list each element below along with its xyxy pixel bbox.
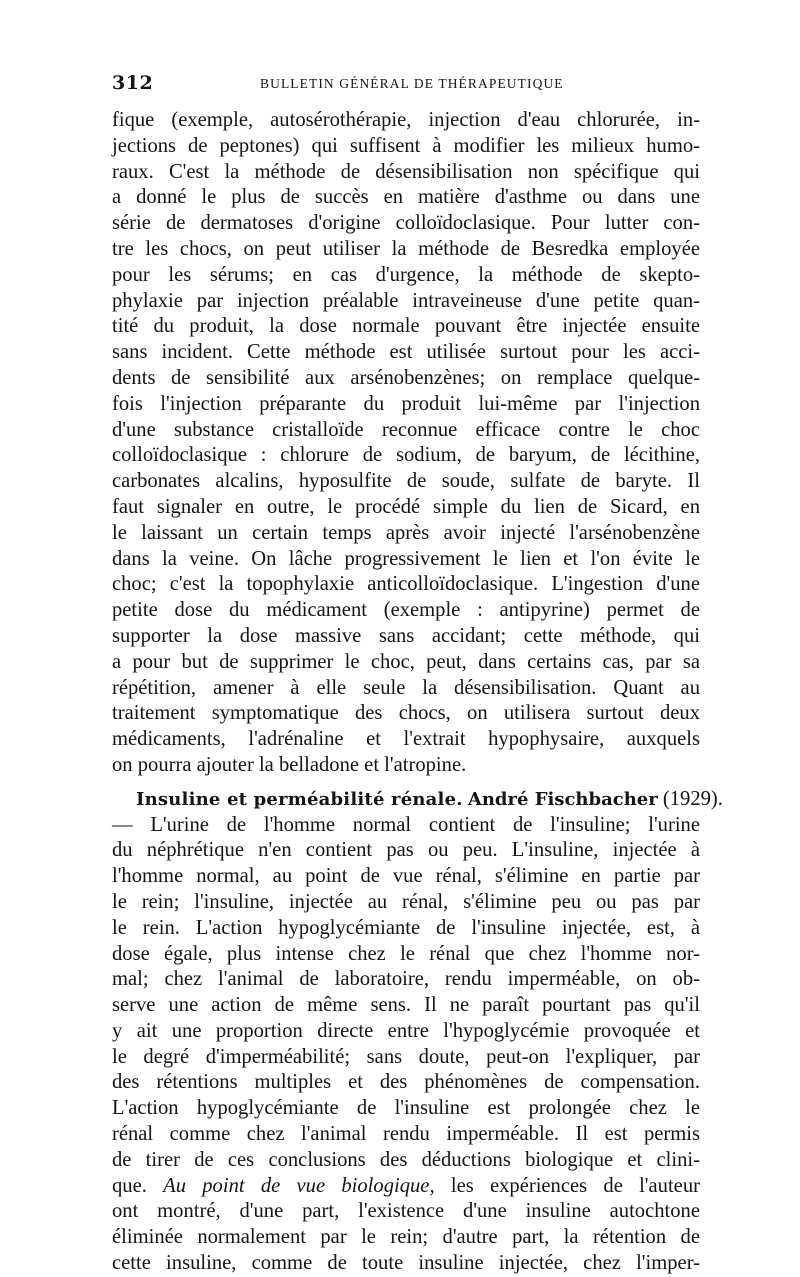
body-text [112,108,723,1277]
text-line: des rétentions multiples et des phénomènes de compensation. [112,1071,700,1094]
text-line: choc; c'est la topophylaxie anticolloïdoclasique. L'ingestion d'une [112,573,700,596]
text-line: jections de peptones) qui suffisent à modifier les milieux humo- [112,134,700,157]
text-line: ont montré, d'une part, l'existence d'une insuline autochtone [112,1200,700,1223]
text-line: médicaments, l'adrénaline et l'extrait hypophysaire, auxquels [112,728,700,751]
text-line: le rein; l'insuline, injectée au rénal, s'élimine peu ou pas par [112,890,700,913]
text-line: le degré d'imperméabilité; sans doute, peut-on l'expliquer, par [112,1045,700,1068]
text-line: fique (exemple, autosérothérapie, injection d'eau chlorurée, in- [112,109,700,131]
text-line: série de dermatoses d'origine colloïdoclasique. Pour lutter con- [112,212,700,235]
text-line: sans incident. Cette méthode est utilisée surtout pour les acci- [112,341,700,364]
section-author: André Fischbacher [467,788,658,810]
text-line: mal; chez l'animal de laboratoire, rendu imperméable, on ob- [112,968,700,991]
text-line: dose égale, plus intense chez le rénal que chez l'homme nor- [112,942,700,965]
text-line: le laissant un certain temps après avoir injecté l'arsénobenzène [112,521,700,544]
text-line: y ait une proportion directe entre l'hypoglycémie provoquée et [112,1019,700,1042]
text-fragment: les expériences de l'auteur [450,1174,700,1197]
page-number: 312 [112,72,154,94]
text-line: traitement symptomatique des chocs, on utilisera surtout deux [112,702,700,725]
text-line: colloïdoclasique : chlorure de sodium, de baryum, de lécithine, [112,444,700,467]
text-line: de tirer de ces conclusions des déductions biologique et clini- [112,1148,700,1171]
text-line: on pourra ajouter la belladone et l'atropine. [112,753,467,776]
text-line: dents de sensibilité aux arsénobenzènes; on remplace quelque- [112,366,700,389]
text-fragment: que. [112,1174,147,1197]
page-header [112,72,702,102]
text-line: fois l'injection préparante du produit lui-même par l'injection [112,392,700,415]
text-line: dans la veine. On lâche progressivement le lien et l'on évite le [112,547,700,570]
running-title: BULLETIN GÉNÉRAL DE THÉRAPEUTIQUE [260,76,564,91]
text-line: tité du produit, la dose normale pouvant être injectée ensuite [112,315,700,338]
text-line: pour les sérums; en cas d'urgence, la méthode de skepto- [112,263,700,286]
text-line: a pour but de supprimer le choc, peut, dans certains cas, par sa [112,650,700,673]
text-line: serve une action de même sens. Il ne paraît pourtant pas qu'il [112,994,700,1017]
text-line: rénal comme chez l'animal rendu imperméable. Il est permis [112,1123,700,1146]
section-insuline [112,787,723,1277]
section-year: (1929). [662,787,723,810]
text-line: phylaxie par injection préalable intraveineuse d'une petite quan- [112,289,700,312]
text-line: éliminée normalement par le rein; d'autre part, la rétention de [112,1226,700,1249]
text-line: faut signaler en outre, le procédé simple du lien de Sicard, en [112,495,700,518]
text-line: raux. C'est la méthode de désensibilisation non spécifique qui [112,160,700,183]
text-line: l'homme normal, au point de vue rénal, s'élimine en partie par [112,865,700,888]
text-line: a donné le plus de succès en matière d'asthme ou dans une [112,186,700,209]
text-line: petite dose du médicament (exemple : antipyrine) permet de [112,599,700,622]
text-line: cette insuline, comme de toute insuline injectée, chez l'imper- [112,1252,700,1275]
paragraph-1 [112,108,700,779]
section-gap [112,779,700,787]
text-line: carbonates alcalins, hyposulfite de soude, sulfate de baryte. Il [112,470,700,493]
text-line: tre les chocs, on peut utiliser la méthode de Besredka employée [112,237,700,260]
section-title: Insuline et perméabilité rénale. [136,788,463,810]
text-line-italic [112,1174,700,1200]
text-line: répétition, amener à elle seule la désensibilisation. Quant au [112,676,700,699]
text-line: d'une substance cristalloïde reconnue efficace contre le choc [112,418,700,441]
section-heading-line [112,787,723,813]
text-line: du néphrétique n'en contient pas ou peu. L'insuline, injectée à [112,839,700,862]
italic-phrase: Au point de vue biologique, [163,1174,435,1197]
text-line: le rein. L'action hypoglycémiante de l'insuline injectée, est, à [112,916,700,939]
text-line: supporter la dose massive sans accidant; cette méthode, qui [112,624,700,647]
text-line: — L'urine de l'homme normal contient de l'insuline; l'urine [112,813,700,836]
text-line: L'action hypoglycémiante de l'insuline est prolongée chez le [112,1097,700,1120]
